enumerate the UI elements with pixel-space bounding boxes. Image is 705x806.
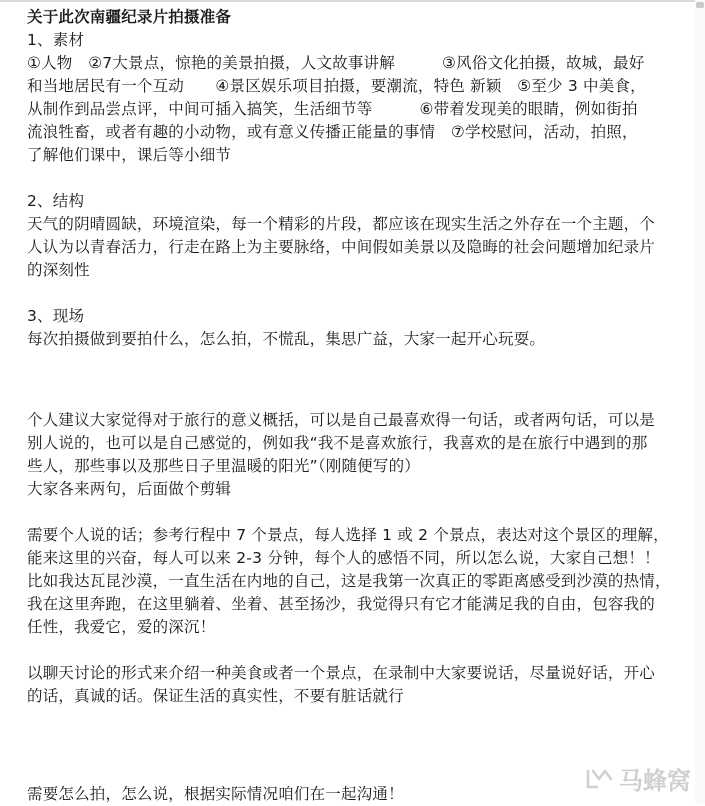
materials-line: 了解他们课中，课后等小细节: [27, 146, 232, 164]
suggestion-line: 别人说的，也可以是自己感觉的，例如我“我不是喜欢旅行，我喜欢的是在旅行中遇到的那: [27, 434, 648, 452]
document-page: [27, 6, 671, 806]
document-top-border: [0, 0, 705, 2]
watermark: [585, 761, 691, 796]
blank-line: [27, 167, 667, 190]
structure-line: 的深刻性: [27, 261, 90, 279]
watermark-text: 马蜂窝: [619, 767, 691, 795]
suggestion-line: 些人，那些事以及那些日子里温暖的阳光”（刚随便写的）: [27, 457, 420, 475]
structure-line: 人认为以青春活力，行走在路上为主要脉络，中间假如美景以及隐晦的社会问题增加纪录片: [27, 238, 656, 256]
section-heading-onsite: 3、现场: [27, 307, 85, 325]
speech-line: 我在这里奔跑，在这里躺着、坐着、甚至扬沙，我觉得只有它才能满足我的自由，包容我的: [27, 595, 656, 613]
speech-line: 任性，我爱它，爱的深沉！: [27, 618, 216, 636]
onsite-line: 每次拍摄做到要拍什么，怎么拍，不慌乱，集思广益，大家一起开心玩耍。: [27, 330, 546, 348]
closing-line: 需要怎么拍，怎么说，根据实际情况咱们在一起沟通！: [27, 785, 404, 803]
scrollbar-thumb[interactable]: [696, 2, 704, 8]
suggestion-line: 大家各来两句，后面做个剪辑: [27, 480, 232, 498]
suggestion-line: 个人建议大家觉得对于旅行的意义概括，可以是自己最喜欢得一句话，或者两句话，可以是: [27, 411, 656, 429]
materials-line: 流浪牲畜，或者有趣的小动物，或有意义传播正能量的事情 ⑦学校慰问，活动，拍照，: [27, 123, 638, 141]
materials-line: ①人物 ②7大景点，惊艳的美景拍摄，人文故事讲解 ③风俗文化拍摄，故城，最好: [27, 54, 645, 72]
chat-line: 以聊天讨论的形式来介绍一种美食或者一个景点，在录制中大家要说话，尽量说好话，开心: [27, 664, 656, 682]
chat-line: 的话，真诚的话。保证生活的真实性，不要有脏话就行: [27, 687, 404, 705]
speech-line: 比如我达瓦昆沙漠，一直生活在内地的自己，这是我第一次真正的零距离感受到沙漠的热情，: [27, 572, 671, 590]
section-heading-structure: 2、结构: [27, 192, 85, 210]
speech-line: 能来这里的兴奋，每人可以来 2-3 分钟，每个人的感悟不同，所以怎么说，大家自己想！！: [27, 549, 660, 567]
speech-line: 需要个人说的话；参考行程中 7 个景点，每人选择 1 或 2 个景点，表达对这个景区的理解，: [27, 526, 669, 544]
materials-line: 从制作到品尝点评，中间可插入搞笑，生活细节等 ⑥带着发现美的眼睛，例如街拍: [27, 100, 638, 118]
blank-line: [27, 397, 667, 409]
blank-line: [27, 501, 667, 524]
vertical-scrollbar[interactable]: [695, 0, 705, 804]
blank-lines: [27, 708, 667, 777]
section-heading-materials: 1、素材: [27, 31, 85, 49]
blank-line: [27, 282, 667, 305]
blank-line: [27, 639, 667, 662]
materials-line: 和当地居民有一个互动 ④景区娱乐项目拍摄，要潮流，特色 新颖 ⑤至少 3 中美食，: [27, 77, 646, 95]
blank-lines: [27, 351, 667, 397]
document-title: 关于此次南疆纪录片拍摄准备: [27, 8, 232, 26]
mafengwo-logo-icon: [585, 767, 615, 791]
structure-line: 天气的阴晴圆缺，环境渲染，每一个精彩的片段，都应该在现实生活之外存在一个主题，个: [27, 215, 656, 233]
